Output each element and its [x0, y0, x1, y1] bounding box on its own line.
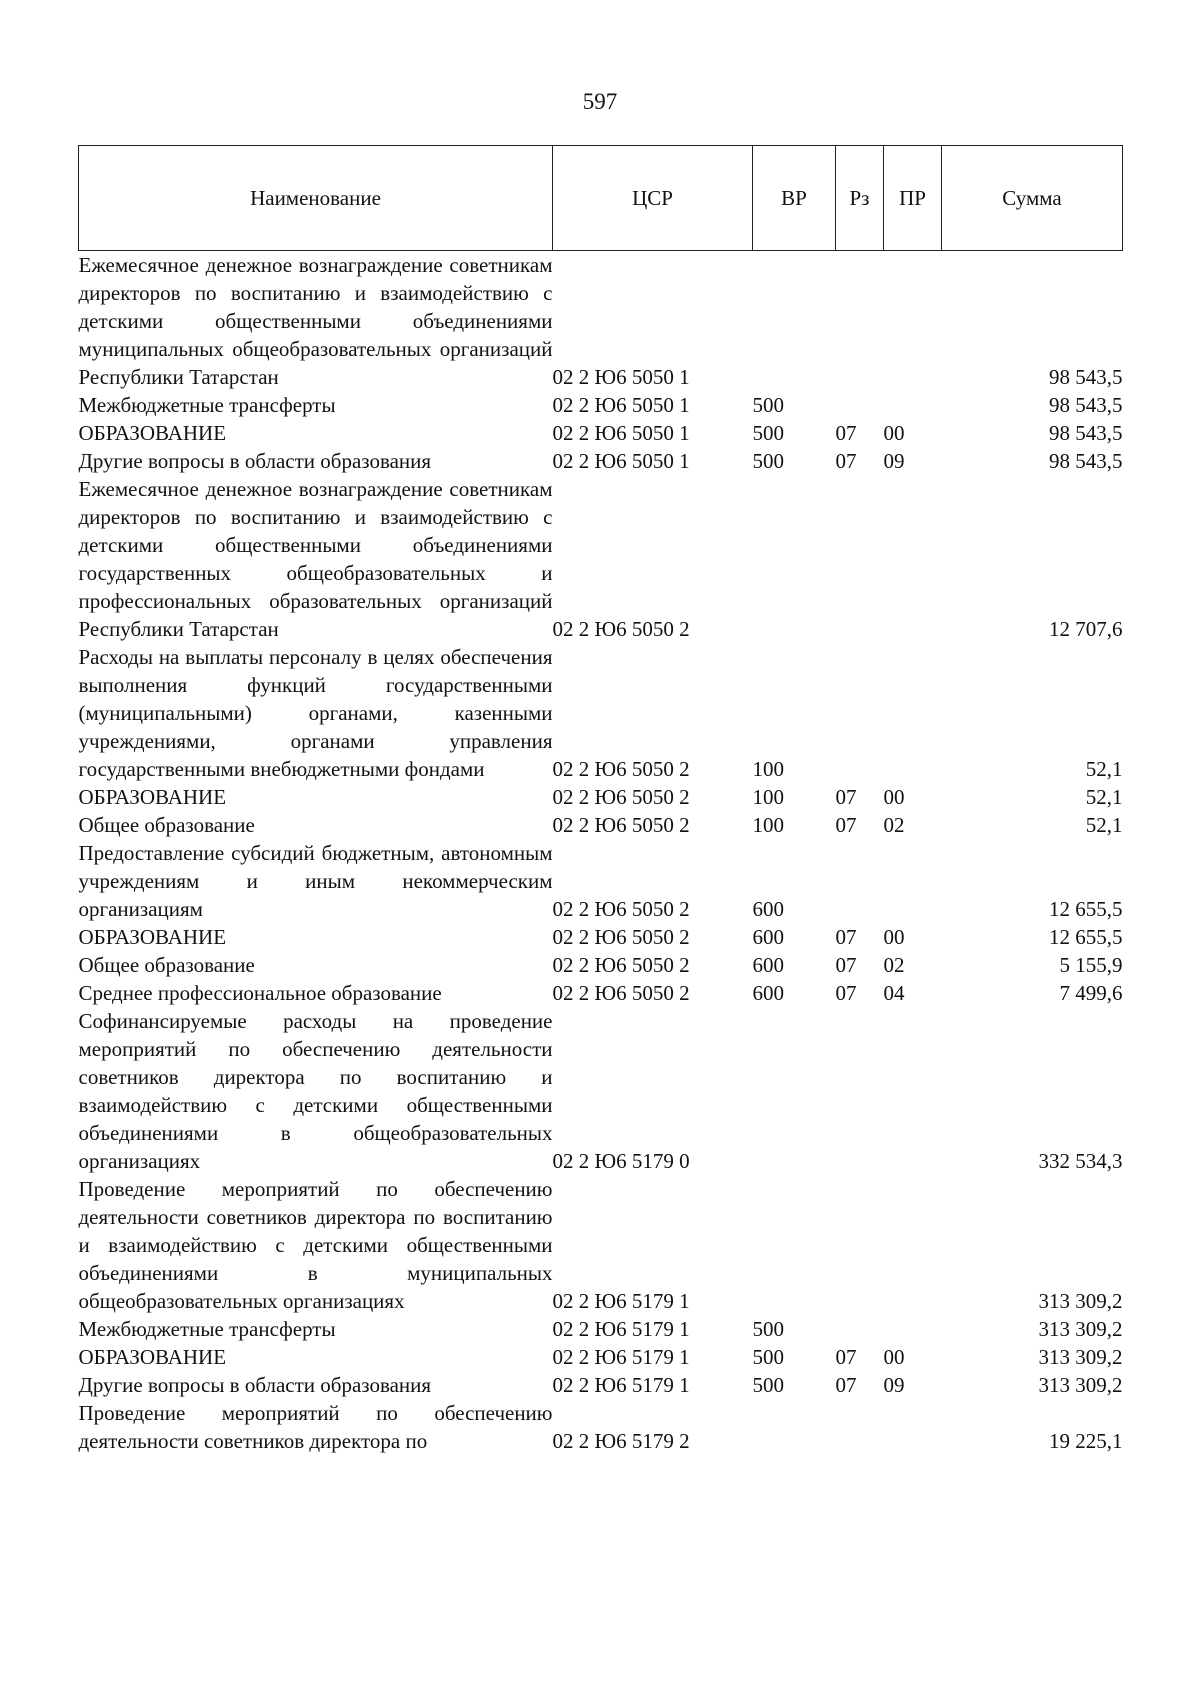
row-sum: 7 499,6: [1059, 981, 1123, 1005]
row-vr: 600: [752, 953, 784, 977]
row-vr: [753, 1175, 836, 1315]
table-row: [79, 391, 1123, 419]
row-name: Проведение мероприятий по обеспечению деятельности советников директора по воспитанию и взаимодействию с детскими общественными объединениями в муниципальных общеобразовательных организациях: [78, 1177, 553, 1313]
row-pr: [884, 391, 942, 419]
row-rz: [836, 1175, 884, 1315]
row-sum: 52,1: [1085, 813, 1123, 837]
row-csr: 02 2 Ю6 5050 1: [552, 393, 690, 417]
header-name: Наименование: [79, 146, 553, 251]
table-row: [79, 1343, 1123, 1371]
row-pr: 00: [883, 1345, 905, 1369]
row-csr: 02 2 Ю6 5179 1: [552, 1373, 690, 1397]
row-pr: 02: [883, 813, 905, 837]
row-csr: 02 2 Ю6 5050 2: [552, 981, 690, 1005]
row-rz: [836, 1007, 884, 1175]
row-csr: 02 2 Ю6 5179 1: [552, 1345, 690, 1369]
row-pr: 00: [883, 421, 905, 445]
row-name: Предоставление субсидий бюджетным, автономным учреждениям и иным некоммерческим организациям: [78, 841, 553, 921]
row-vr: 500: [752, 393, 784, 417]
row-vr: 100: [752, 785, 784, 809]
row-sum: 12 655,5: [1049, 925, 1123, 949]
row-name: Общее образование: [78, 813, 255, 837]
row-sum: 98 543,5: [1049, 421, 1123, 445]
row-vr: 100: [752, 757, 784, 781]
table-body: [79, 251, 1123, 1456]
row-rz: 07: [835, 449, 857, 473]
header-sum: Сумма: [942, 146, 1123, 251]
row-sum: 52,1: [1085, 785, 1123, 809]
header-pr: ПР: [884, 146, 942, 251]
row-csr: 02 2 Ю6 5050 2: [552, 925, 690, 949]
row-csr: 02 2 Ю6 5050 1: [552, 421, 690, 445]
table-row: [79, 1175, 1123, 1315]
row-vr: 600: [752, 925, 784, 949]
row-pr: [884, 1399, 942, 1455]
row-name: ОБРАЗОВАНИЕ: [78, 421, 227, 445]
header-vr: ВР: [753, 146, 836, 251]
row-vr: 500: [752, 1317, 784, 1341]
row-name: ОБРАЗОВАНИЕ: [78, 925, 227, 949]
table-row: [79, 1399, 1123, 1455]
row-name: Ежемесячное денежное вознаграждение советникам директоров по воспитанию и взаимодействию с детскими общественными объединениями государственных общеобразовательных и профессиональных образовательных организаций Республики Татарстан: [78, 477, 553, 641]
row-vr: [753, 251, 836, 392]
row-sum: 52,1: [1085, 757, 1123, 781]
row-name: Ежемесячное денежное вознаграждение советникам директоров по воспитанию и взаимодействию с детскими общественными объединениями муниципальных общеобразовательных организаций Республики Татарстан: [78, 253, 553, 389]
row-vr: 500: [752, 1345, 784, 1369]
table-row: [79, 951, 1123, 979]
table-header: [79, 146, 1123, 251]
row-vr: [753, 475, 836, 643]
table-row: [79, 1315, 1123, 1343]
row-rz: [836, 643, 884, 783]
row-csr: 02 2 Ю6 5050 2: [552, 897, 690, 921]
header-rz: Рз: [836, 146, 884, 251]
row-pr: [884, 1175, 942, 1315]
row-rz: 07: [835, 1345, 857, 1369]
row-rz: 07: [835, 813, 857, 837]
row-pr: [884, 475, 942, 643]
table-row: [79, 251, 1123, 392]
row-vr: 100: [752, 813, 784, 837]
row-vr: 500: [752, 449, 784, 473]
row-name: ОБРАЗОВАНИЕ: [78, 785, 227, 809]
row-rz: 07: [835, 981, 857, 1005]
row-pr: [884, 1007, 942, 1175]
row-sum: 313 309,2: [1038, 1345, 1123, 1369]
table-row: [79, 923, 1123, 951]
header-csr: ЦСР: [553, 146, 753, 251]
row-csr: 02 2 Ю6 5179 1: [552, 1289, 690, 1313]
row-sum: 98 543,5: [1049, 365, 1123, 389]
table-row: [79, 1371, 1123, 1399]
row-rz: 07: [835, 953, 857, 977]
row-name: Межбюджетные трансферты: [78, 1317, 336, 1341]
table-row: [79, 643, 1123, 783]
row-vr: 600: [752, 981, 784, 1005]
table-row: [79, 419, 1123, 447]
row-sum: 12 655,5: [1049, 897, 1123, 921]
row-name: Другие вопросы в области образования: [78, 449, 432, 473]
row-sum: 12 707,6: [1049, 617, 1123, 641]
row-csr: 02 2 Ю6 5050 1: [552, 449, 690, 473]
row-pr: 09: [883, 1373, 905, 1397]
row-name: Проведение мероприятий по обеспечению деятельности советников директора по: [78, 1401, 553, 1453]
row-pr: [884, 251, 942, 392]
row-sum: 19 225,1: [1049, 1429, 1123, 1453]
row-name: Общее образование: [78, 953, 255, 977]
row-rz: [836, 839, 884, 923]
row-pr: 00: [883, 925, 905, 949]
row-name: Среднее профессиональное образование: [78, 981, 442, 1005]
row-sum: 313 309,2: [1038, 1289, 1123, 1313]
row-rz: [836, 1399, 884, 1455]
row-rz: [836, 475, 884, 643]
row-name: ОБРАЗОВАНИЕ: [78, 1345, 227, 1369]
row-csr: 02 2 Ю6 5050 2: [552, 813, 690, 837]
table-row: [79, 447, 1123, 475]
table-row: [79, 783, 1123, 811]
row-csr: 02 2 Ю6 5050 1: [552, 365, 690, 389]
row-name: Расходы на выплаты персоналу в целях обеспечения выполнения функций государственными (муниципальными) органами, казенными учреждениями, органами управления государственными внебюджетными фондами: [78, 645, 553, 781]
table-row: [79, 475, 1123, 643]
row-rz: 07: [835, 925, 857, 949]
row-csr: 02 2 Ю6 5050 2: [552, 785, 690, 809]
row-sum: 332 534,3: [1038, 1149, 1123, 1173]
row-sum: 98 543,5: [1049, 449, 1123, 473]
row-csr: 02 2 Ю6 5050 2: [552, 757, 690, 781]
budget-table: [78, 145, 1123, 1455]
row-pr: [884, 1315, 942, 1343]
row-pr: 04: [883, 981, 905, 1005]
row-vr: [753, 1399, 836, 1455]
row-sum: 98 543,5: [1049, 393, 1123, 417]
row-rz: 07: [835, 1373, 857, 1397]
row-sum: 5 155,9: [1059, 953, 1123, 977]
row-pr: 00: [883, 785, 905, 809]
page-number: 597: [582, 89, 618, 114]
row-vr: 600: [752, 897, 784, 921]
row-vr: [753, 1007, 836, 1175]
row-rz: [836, 391, 884, 419]
row-name: Другие вопросы в области образования: [78, 1373, 432, 1397]
row-rz: 07: [835, 785, 857, 809]
row-name: Межбюджетные трансферты: [78, 393, 336, 417]
row-sum: 313 309,2: [1038, 1317, 1123, 1341]
row-rz: [836, 1315, 884, 1343]
row-csr: 02 2 Ю6 5179 1: [552, 1317, 690, 1341]
row-pr: [884, 643, 942, 783]
row-vr: 500: [752, 421, 784, 445]
row-pr: 02: [883, 953, 905, 977]
row-csr: 02 2 Ю6 5050 2: [552, 617, 690, 641]
table-row: [79, 979, 1123, 1007]
row-pr: 09: [883, 449, 905, 473]
row-rz: 07: [835, 421, 857, 445]
row-csr: 02 2 Ю6 5179 2: [552, 1429, 690, 1453]
row-vr: 500: [752, 1373, 784, 1397]
table-row: [79, 1007, 1123, 1175]
row-csr: 02 2 Ю6 5179 0: [552, 1149, 690, 1173]
row-pr: [884, 839, 942, 923]
row-sum: 313 309,2: [1038, 1373, 1123, 1397]
table-row: [79, 811, 1123, 839]
row-csr: 02 2 Ю6 5050 2: [552, 953, 690, 977]
table-row: [79, 839, 1123, 923]
row-name: Софинансируемые расходы на проведение мероприятий по обеспечению деятельности советников директора по воспитанию и взаимодействию с детскими общественными объединениями в общеобразовательных организациях: [78, 1009, 553, 1173]
row-rz: [836, 251, 884, 392]
